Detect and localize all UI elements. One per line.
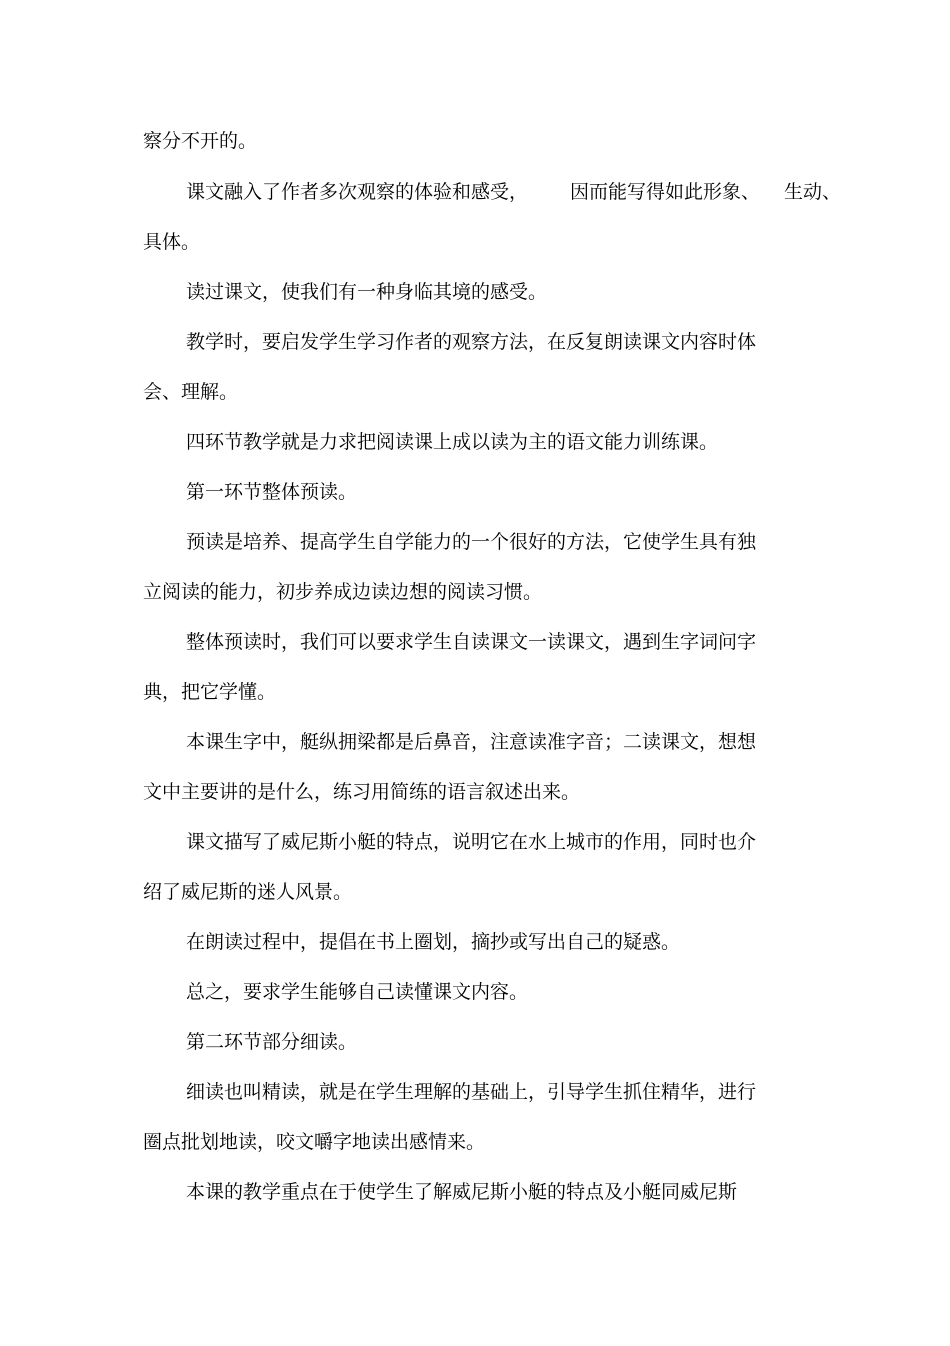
text-line-16: 绍了威尼斯的迷人风景。 [143, 881, 353, 903]
text-line-19: 第二环节部分细读。 [186, 1031, 358, 1053]
text-line-22: 本课的教学重点在于使学生了解威尼斯小艇的特点及小艇同威尼斯 [186, 1181, 738, 1203]
text-line-7: 四环节教学就是力求把阅读课上成以读为主的语文能力训练课。 [186, 431, 719, 453]
text-line-4: 读过课文，使我们有一种身临其境的感受。 [186, 281, 548, 303]
text-line-3: 具体。 [143, 231, 201, 253]
text-line-2-part-1: 课文融入了作者多次观察的体验和感受， [186, 181, 529, 203]
text-line-11: 整体预读时，我们可以要求学生自读课文一读课文，遇到生字词问字 [186, 631, 757, 653]
text-line-20: 细读也叫精读，就是在学生理解的基础上，引导学生抓住精华，进行 [186, 1081, 757, 1103]
text-line-2-part-2: 因而能写得如此形象、 [570, 181, 761, 203]
text-line-8: 第一环节整体预读。 [186, 481, 358, 503]
text-line-9: 预读是培养、提高学生自学能力的一个很好的方法，它使学生具有独 [186, 531, 757, 553]
text-line-21: 圈点批划地读，咬文嚼字地读出感情来。 [143, 1131, 486, 1153]
text-line-18: 总之，要求学生能够自己读懂课文内容。 [186, 981, 529, 1003]
text-line-13: 本课生字中，艇纵拥梁都是后鼻音，注意读准字音；二读课文，想想 [186, 731, 757, 753]
text-line-12: 典，把它学懂。 [143, 681, 277, 703]
text-line-10: 立阅读的能力，初步养成边读边想的阅读习惯。 [143, 581, 543, 603]
text-line-6: 会、理解。 [143, 381, 239, 403]
text-line-17: 在朗读过程中，提倡在书上圈划，摘抄或写出自己的疑惑。 [186, 931, 681, 953]
text-line-2-part-3: 生动、 [784, 181, 842, 203]
text-line-1: 察分不开的。 [143, 130, 258, 152]
text-line-2 [186, 180, 841, 204]
text-line-5: 教学时，要启发学生学习作者的观察方法，在反复朗读课文内容时体 [186, 331, 757, 353]
text-line-15: 课文描写了威尼斯小艇的特点，说明它在水上城市的作用，同时也介 [186, 831, 757, 853]
text-line-14: 文中主要讲的是什么，练习用简练的语言叙述出来。 [143, 781, 581, 803]
